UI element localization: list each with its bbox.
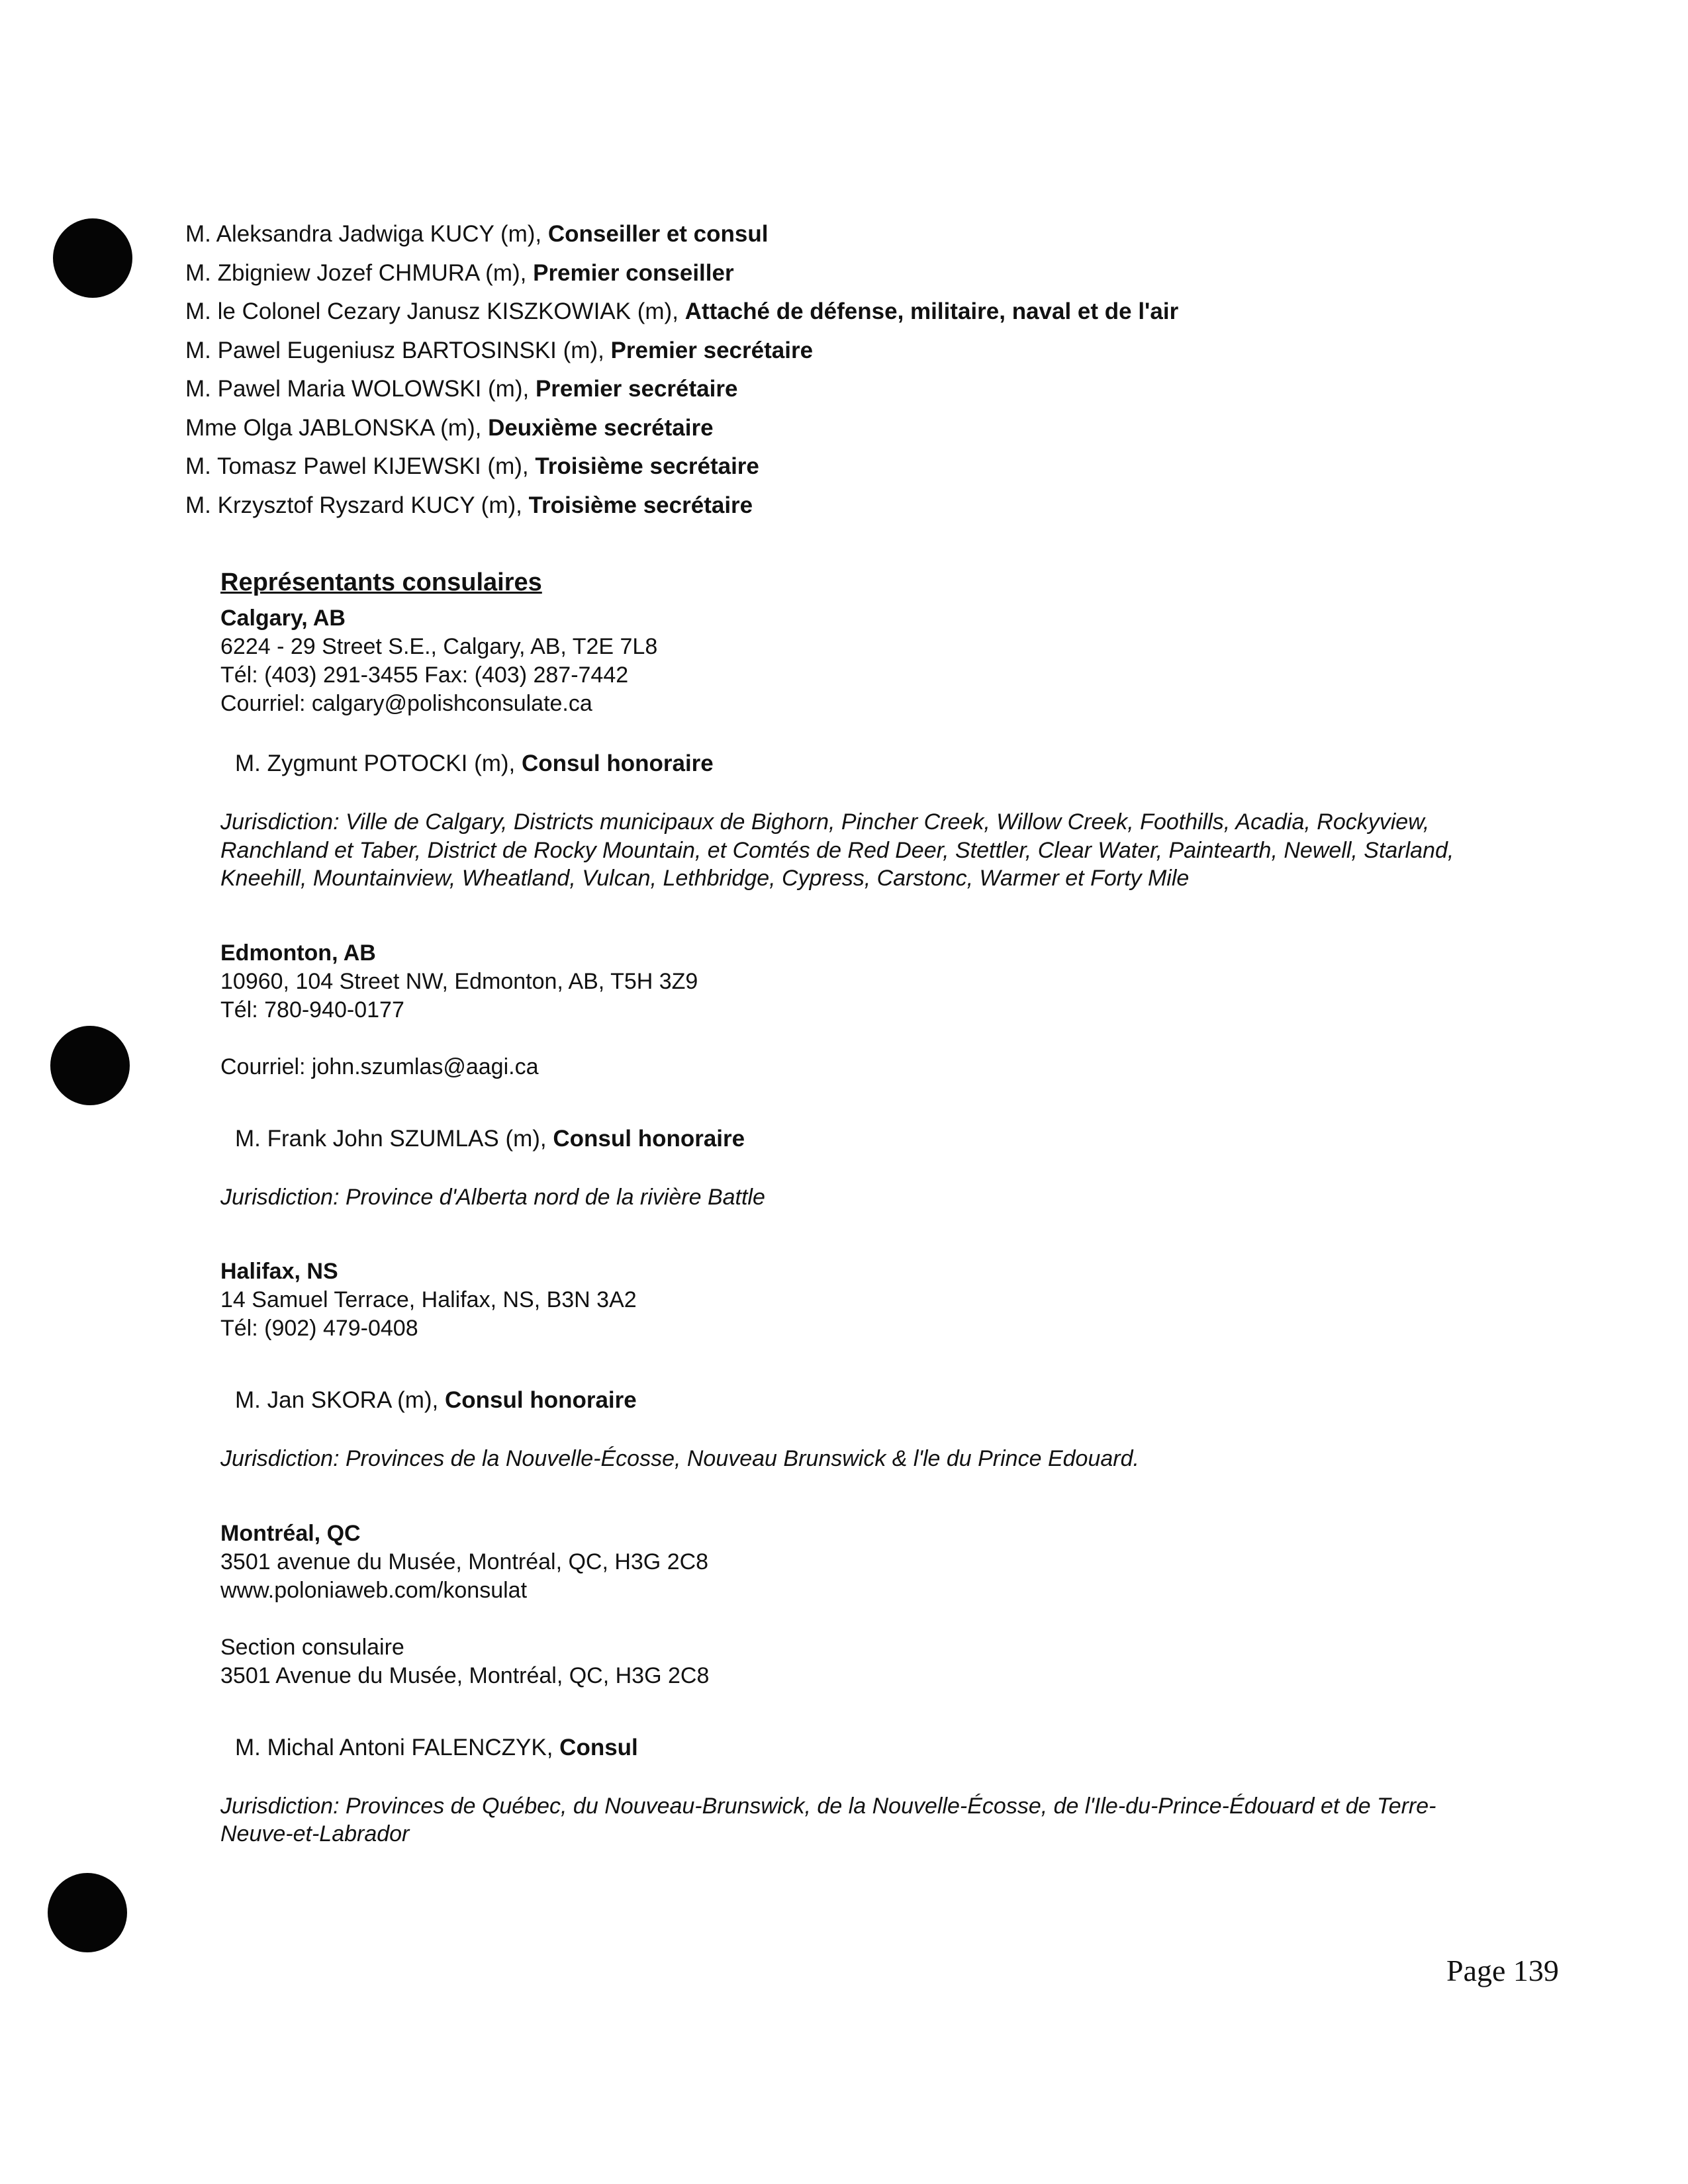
staff-name: M. Krzysztof Ryszard KUCY (m), [185,492,529,518]
office-address: 14 Samuel Terrace, Halifax, NS, B3N 3A2 [220,1287,637,1312]
staff-title: Troisième secrétaire [528,492,753,518]
staff-title: Troisième secrétaire [535,453,759,479]
punch-hole [48,1873,127,1952]
staff-entry [185,332,1509,371]
consul-name: M. Zygmunt POTOCKI (m), [235,751,522,776]
staff-title: Premier secrétaire [535,376,738,402]
staff-name: M. le Colonel Cezary Janusz KISZKOWIAK (m), [185,298,685,324]
office-email: Courriel: calgary@polishconsulate.ca [220,691,592,716]
staff-entry [185,486,1509,525]
section-address: 3501 Avenue du Musée, Montréal, QC, H3G 2C8 [220,1662,710,1688]
office-calgary [220,604,1478,893]
office-address: 6224 - 29 Street S.E., Calgary, AB, T2E 7L8 [220,634,658,659]
office-city: Edmonton, AB [220,940,376,966]
office-edmonton [220,939,1478,1212]
consul-entry [235,749,1478,779]
office-phone: Tél: 780-940-0177 [220,997,404,1023]
consul-title: Consul [559,1734,638,1760]
office-phone: Tél: (902) 479-0408 [220,1316,418,1341]
staff-name: M. Pawel Eugeniusz BARTOSINSKI (m), [185,337,611,363]
staff-title: Deuxième secrétaire [488,414,714,441]
consul-name: M. Michal Antoni FALENCZYK, [235,1734,560,1760]
consul-name: M. Jan SKORA (m), [235,1387,445,1413]
office-montreal [220,1520,1478,1848]
jurisdiction-text: Jurisdiction: Ville de Calgary, Districts municipaux de Bighorn, Pincher Creek, Willow Creek, Foothills, Acadia, Rockyview, Ranchland et Taber, District de Rocky Mountain, et Comtés de Red Deer, Stettler, Clear Water, Paintearth, Newell, Starland, Kneehill, Mountainview, Wheatland, Vulcan, Lethbridge, Cypress, Carstonc, Warmer et Forty Mile [220,809,1454,891]
staff-entry [185,293,1509,332]
jurisdiction-text: Jurisdiction: Province d'Alberta nord de la rivière Battle [220,1184,765,1210]
consul-name: M. Frank John SZUMLAS (m), [235,1125,553,1152]
consul-entry [235,1385,1478,1416]
consul-entry [235,1124,1478,1154]
office-city: Calgary, AB [220,606,346,631]
office-phone: Tél: (403) 291-3455 Fax: (403) 287-7442 [220,662,629,688]
staff-title: Attaché de défense, militaire, naval et de l'air [684,298,1179,324]
staff-entry [185,215,1509,254]
staff-entry [185,254,1509,293]
office-city: Halifax, NS [220,1259,338,1284]
section-label: Section consulaire [220,1634,404,1660]
staff-title: Conseiller et consul [547,221,769,247]
consul-entry [235,1733,1478,1763]
jurisdiction-text: Jurisdiction: Provinces de la Nouvelle-Écosse, Nouveau Brunswick & l'le du Prince Edouard. [220,1446,1139,1471]
staff-title: Premier secrétaire [610,337,814,363]
staff-name: Mme Olga JABLONSKA (m), [185,414,489,441]
punch-hole [50,1026,130,1105]
section-heading: Représentants consulaires [220,569,542,596]
staff-name: M. Tomasz Pawel KIJEWSKI (m), [185,453,536,479]
office-website: www.poloniaweb.com/konsulat [220,1577,528,1603]
staff-entry [185,370,1509,409]
staff-list [185,215,1509,525]
staff-title: Premier conseiller [533,259,734,286]
staff-entry [185,409,1509,448]
office-city: Montréal, QC [220,1520,361,1546]
office-address: 3501 avenue du Musée, Montréal, QC, H3G 2C8 [220,1549,709,1574]
office-address: 10960, 104 Street NW, Edmonton, AB, T5H 3Z9 [220,968,698,994]
consul-title: Consul honoraire [522,751,714,776]
consular-section [220,566,1478,1848]
jurisdiction-text: Jurisdiction: Provinces de Québec, du Nouveau-Brunswick, de la Nouvelle-Écosse, de l'Ile-du-Prince-Édouard et de Terre-Neuve-et-Labrador [220,1793,1436,1846]
punch-hole [53,218,132,298]
page-number: Page 139 [1446,1954,1559,1987]
staff-name: M. Aleksandra Jadwiga KUCY (m), [185,221,548,247]
office-halifax [220,1257,1478,1473]
staff-name: M. Zbigniew Jozef CHMURA (m), [185,259,534,286]
office-email: Courriel: john.szumlas@aagi.ca [220,1054,539,1079]
consul-title: Consul honoraire [445,1387,637,1413]
staff-entry [185,447,1509,486]
consul-title: Consul honoraire [553,1125,745,1152]
staff-name: M. Pawel Maria WOLOWSKI (m), [185,376,536,402]
